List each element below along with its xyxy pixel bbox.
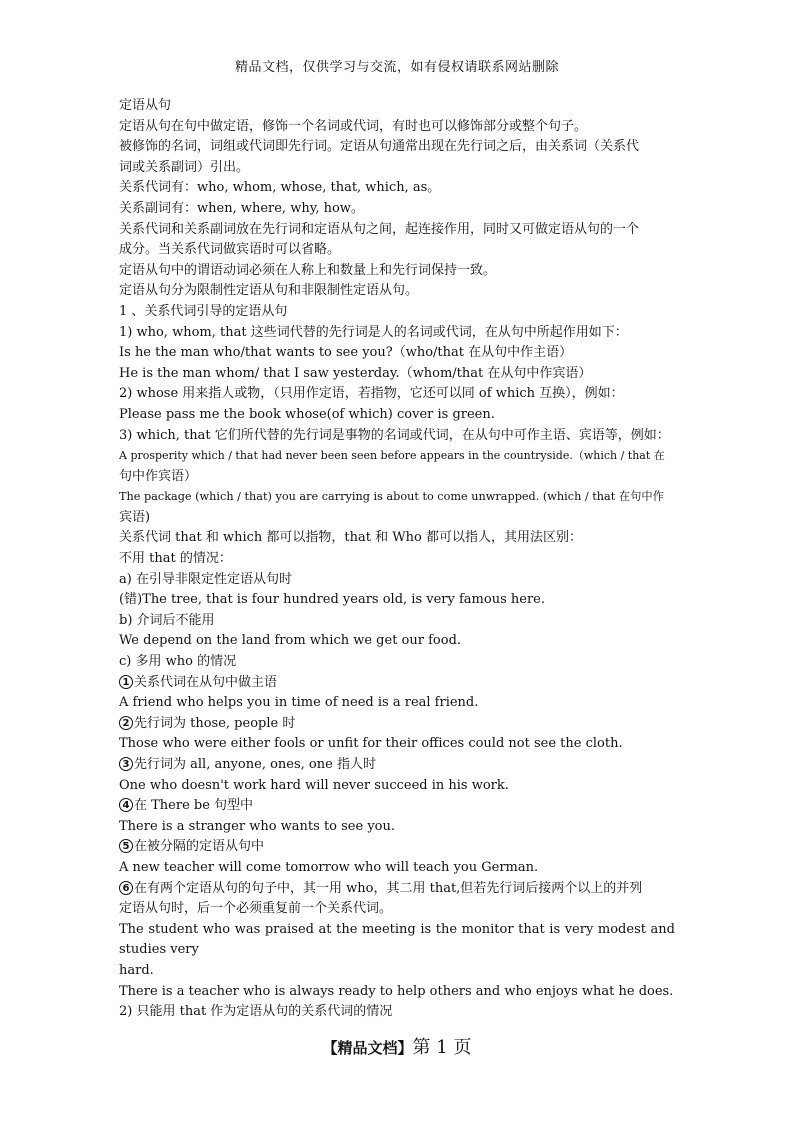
line-text: 被修饰的名词，词组或代词即先行词。定语从句通常出现在先行词之后，由关系词（关系代: [119, 139, 640, 155]
text-line: [119, 220, 675, 241]
line-text: 定语从句在句中做定语，修饰一个名词或代词，有时也可以修饰部分或整个句子。: [119, 118, 588, 134]
text-line: [119, 240, 675, 261]
line-text: c) 多用 who 的情况: [119, 654, 237, 670]
line-text: 3) which, that 它们所代替的先行词是事物的名词或代词，在从句中可作主语、宾语等，例如：: [119, 427, 670, 443]
text-line: [119, 776, 675, 797]
line-text: 定语从句时，后一个必须重复前一个关系代词。: [119, 901, 393, 917]
text-line: [119, 631, 675, 652]
line-text: The package (which / that) you are carrying is about to come unwrapped. (which / that 在句中作: [119, 490, 664, 504]
text-line: [119, 261, 675, 282]
text-line: [119, 487, 675, 508]
text-line: [119, 817, 675, 838]
line-text: Those who were either fools or unfit for their offices could not see the cloth.: [119, 736, 623, 752]
line-text: 关系代词有：who, whom, whose, that, which, as。: [119, 180, 441, 196]
line-text: 宾语): [119, 509, 151, 525]
circled-number: 4: [119, 798, 133, 812]
line-text: 在被分隔的定语从句中: [134, 839, 265, 855]
text-line: [119, 426, 675, 447]
text-line: [119, 1002, 675, 1023]
page-number: 第 1 页: [412, 1037, 472, 1058]
text-line: [119, 302, 675, 323]
circled-number: 6: [119, 881, 133, 895]
line-text: There is a teacher who is always ready to help others and who enjoys what he does.: [119, 983, 674, 999]
line-text: A new teacher will come tomorrow who will teach you German.: [119, 859, 539, 875]
text-line: [119, 734, 675, 755]
text-line: [119, 693, 675, 714]
text-line: [119, 570, 675, 591]
numbered-item: [119, 673, 675, 694]
line-text: 1 、关系代词引导的定语从句: [119, 303, 288, 319]
text-line: [119, 199, 675, 220]
text-line: [119, 508, 675, 529]
text-line: [119, 982, 675, 1003]
text-line: [119, 323, 675, 344]
numbered-item: [119, 755, 675, 776]
text-line: [119, 137, 675, 158]
line-text: The student who was praised at the meeting is the monitor that is very modest and studies very: [119, 921, 675, 958]
line-text: 在 There be 句型中: [134, 798, 254, 814]
text-line: [119, 96, 675, 117]
text-line: [119, 652, 675, 673]
numbered-item: [119, 837, 675, 858]
line-text: 先行词为 all, anyone, ones, one 指人时: [134, 757, 376, 772]
text-line: [119, 405, 675, 426]
line-text: A prosperity which / that had never been seen before appears in the countryside.（which / that 在: [119, 449, 665, 463]
line-text: 成分。当关系代词做宾语时可以省略。: [119, 242, 341, 258]
header-disclaimer: 精品文档，仅供学习与交流，如有侵权请联系网站删除: [234, 60, 559, 75]
line-text: b) 介词后不能用: [119, 612, 215, 628]
line-text: Please pass me the book whose(of which) cover is green.: [119, 406, 495, 422]
text-line: [119, 117, 675, 138]
line-text: 关系代词和关系副词放在先行词和定语从句之间，起连接作用，同时又可做定语从句的一个: [119, 221, 640, 237]
numbered-item: [119, 879, 675, 900]
line-text: (错)The tree, that is four hundred years old, is very famous here.: [119, 592, 545, 608]
text-line: [119, 611, 675, 632]
line-text: hard.: [119, 962, 154, 978]
footer-tag: 【精品文档】: [322, 1039, 413, 1057]
line-text: He is the man whom/ that I saw yesterday.（whom/that 在从句中作宾语）: [119, 365, 592, 381]
line-text: 在有两个定语从句的句子中，其一用 who，其二用 that,但若先行词后接两个以上的并列: [134, 880, 643, 896]
circled-number: 2: [119, 716, 133, 730]
line-text: Is he the man who/that wants to see you?（who/that 在从句中作主语）: [119, 345, 573, 361]
text-line: [119, 590, 675, 611]
text-line: [119, 899, 675, 920]
numbered-item: [119, 714, 675, 735]
page-footer: [0, 1033, 794, 1059]
line-text: 2) whose 用来指人或物，（只用作定语，若指物，它还可以同 of which 互换），例如：: [119, 386, 624, 402]
line-text: There is a stranger who wants to see you.: [119, 818, 396, 834]
text-line: [119, 178, 675, 199]
text-line: [119, 446, 675, 467]
text-line: [119, 384, 675, 405]
text-line: [119, 158, 675, 179]
document-body: [119, 96, 675, 1023]
line-text: We depend on the land from which we get our food.: [119, 633, 462, 649]
text-line: [119, 364, 675, 385]
circled-number: 5: [119, 839, 133, 853]
line-text: 不用 that 的情况：: [119, 551, 232, 567]
circled-number: 1: [119, 675, 133, 689]
text-line: [119, 528, 675, 549]
line-text: 先行词为 those, people 时: [134, 715, 296, 731]
line-text: A friend who helps you in time of need is a real friend.: [119, 695, 479, 711]
numbered-item: [119, 796, 675, 817]
line-text: 关系代词在从句中做主语: [134, 674, 278, 690]
line-text: 定语从句: [119, 98, 172, 113]
line-text: 关系副词有：when, where, why, how。: [119, 200, 364, 216]
line-text: 1) who, whom, that 这些词代替的先行词是人的名词或代词，在从句中所起作用如下：: [119, 324, 628, 340]
line-text: 句中作宾语）: [119, 468, 198, 484]
text-line: [119, 961, 675, 982]
circled-number: 3: [119, 757, 133, 771]
text-line: [119, 343, 675, 364]
line-text: 定语从句分为限制性定语从句和非限制性定语从句。: [119, 283, 419, 299]
text-line: [119, 281, 675, 302]
line-text: 词或关系副词）引出。: [119, 159, 250, 175]
text-line: [119, 920, 675, 961]
line-text: 关系代词 that 和 which 都可以指物，that 和 Who 都可以指人，其用法区别：: [119, 530, 582, 546]
text-line: [119, 549, 675, 570]
line-text: One who doesn't work hard will never succeed in his work.: [119, 777, 509, 793]
line-text: 2) 只能用 that 作为定语从句的关系代词的情况: [119, 1004, 393, 1020]
line-text: 定语从句中的谓语动词必须在人称上和数量上和先行词保持一致。: [119, 262, 497, 278]
text-line: [119, 467, 675, 488]
line-text: a) 在引导非限定性定语从句时: [119, 571, 292, 587]
page-header: [0, 56, 794, 75]
text-line: [119, 858, 675, 879]
